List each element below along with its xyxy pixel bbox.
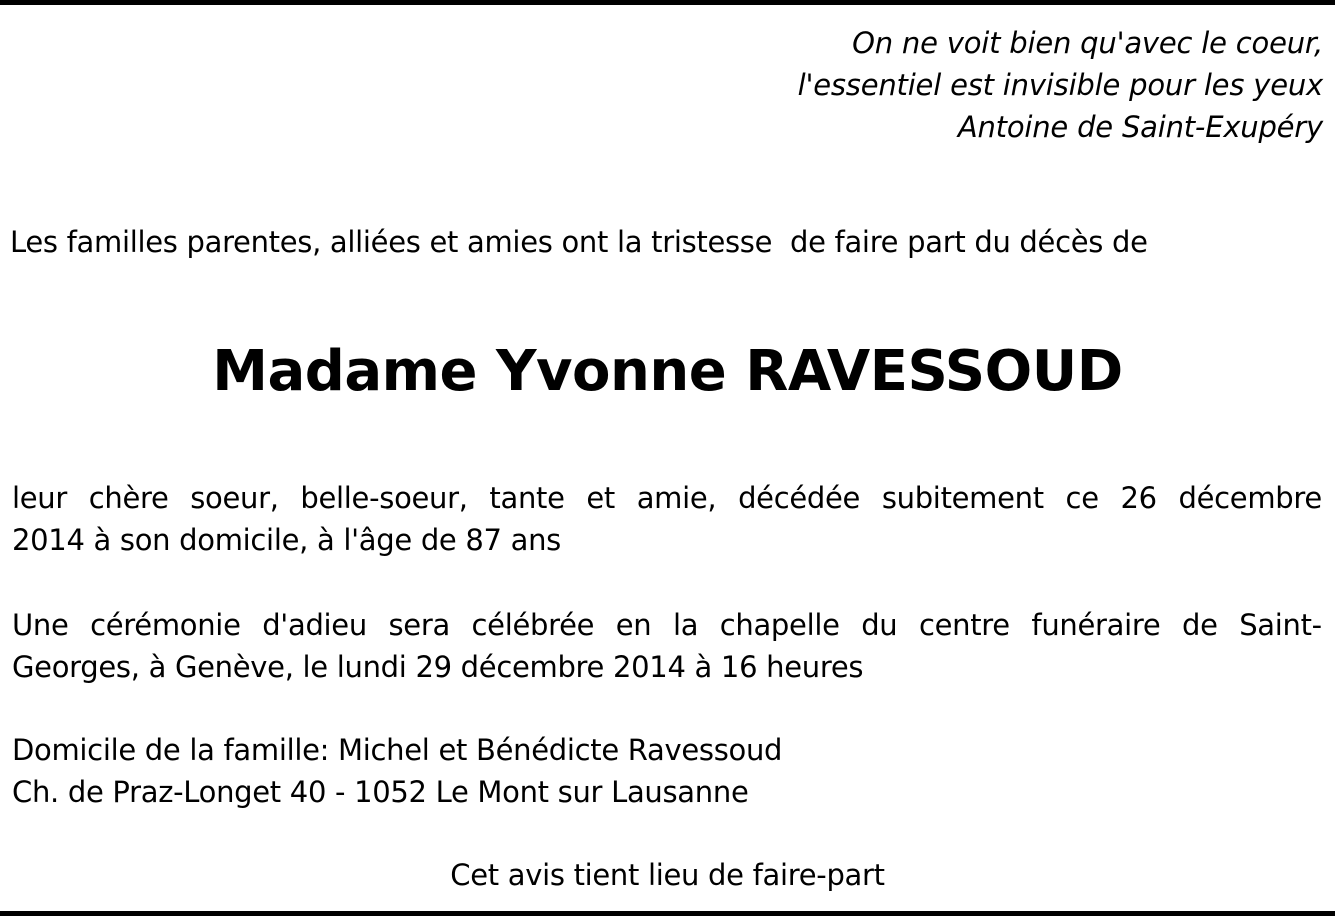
word: chère xyxy=(88,481,169,515)
death-details-paragraph xyxy=(12,477,1322,561)
word: ce xyxy=(1065,481,1099,515)
word: décembre xyxy=(1178,481,1322,515)
word: en xyxy=(615,608,652,642)
family-address-line-1: Domicile de la famille: Michel et Bénédicte Ravessoud xyxy=(12,733,783,767)
quote-line-1: On ne voit bien qu'avec le coeur, xyxy=(852,26,1323,60)
word: d'adieu xyxy=(262,608,367,642)
death-details-line-1 xyxy=(12,477,1322,519)
word: amie, xyxy=(636,481,717,515)
ceremony-paragraph xyxy=(12,604,1322,688)
top-border-rule xyxy=(0,0,1335,5)
word: subitement xyxy=(881,481,1044,515)
epigraph-quote xyxy=(798,22,1323,148)
word: du xyxy=(861,608,898,642)
word: tante xyxy=(489,481,565,515)
word: funéraire xyxy=(1031,608,1161,642)
intro-sentence: Les familles parentes, alliées et amies ont la tristesse de faire part du décès de xyxy=(10,225,1148,259)
quote-author: Antoine de Saint-Exupéry xyxy=(957,110,1323,144)
word: de xyxy=(1181,608,1218,642)
word: 26 xyxy=(1120,481,1157,515)
word: Saint- xyxy=(1239,608,1322,642)
ceremony-line-2: Georges, à Genève, le lundi 29 décembre 2014 à 16 heures xyxy=(12,650,864,684)
word: belle-soeur, xyxy=(300,481,468,515)
word: et xyxy=(586,481,615,515)
word: décédée xyxy=(738,481,861,515)
family-address-line-2: Ch. de Praz-Longet 40 - 1052 Le Mont sur Lausanne xyxy=(12,775,749,809)
word: centre xyxy=(918,608,1010,642)
word: célébrée xyxy=(471,608,595,642)
word: Une xyxy=(12,608,69,642)
ceremony-line-1 xyxy=(12,604,1322,646)
word: la xyxy=(672,608,699,642)
death-details-line-2: 2014 à son domicile, à l'âge de 87 ans xyxy=(12,523,561,557)
word: leur xyxy=(12,481,68,515)
word: soeur, xyxy=(190,481,279,515)
quote-line-2: l'essentiel est invisible pour les yeux xyxy=(797,68,1323,102)
word: chapelle xyxy=(719,608,840,642)
bottom-border-rule xyxy=(0,911,1335,916)
word: cérémonie xyxy=(90,608,241,642)
closing-notice: Cet avis tient lieu de faire-part xyxy=(450,858,885,892)
deceased-name: Madame Yvonne RAVESSOUD xyxy=(212,339,1123,404)
word: sera xyxy=(388,608,450,642)
family-address-block xyxy=(12,729,1322,813)
